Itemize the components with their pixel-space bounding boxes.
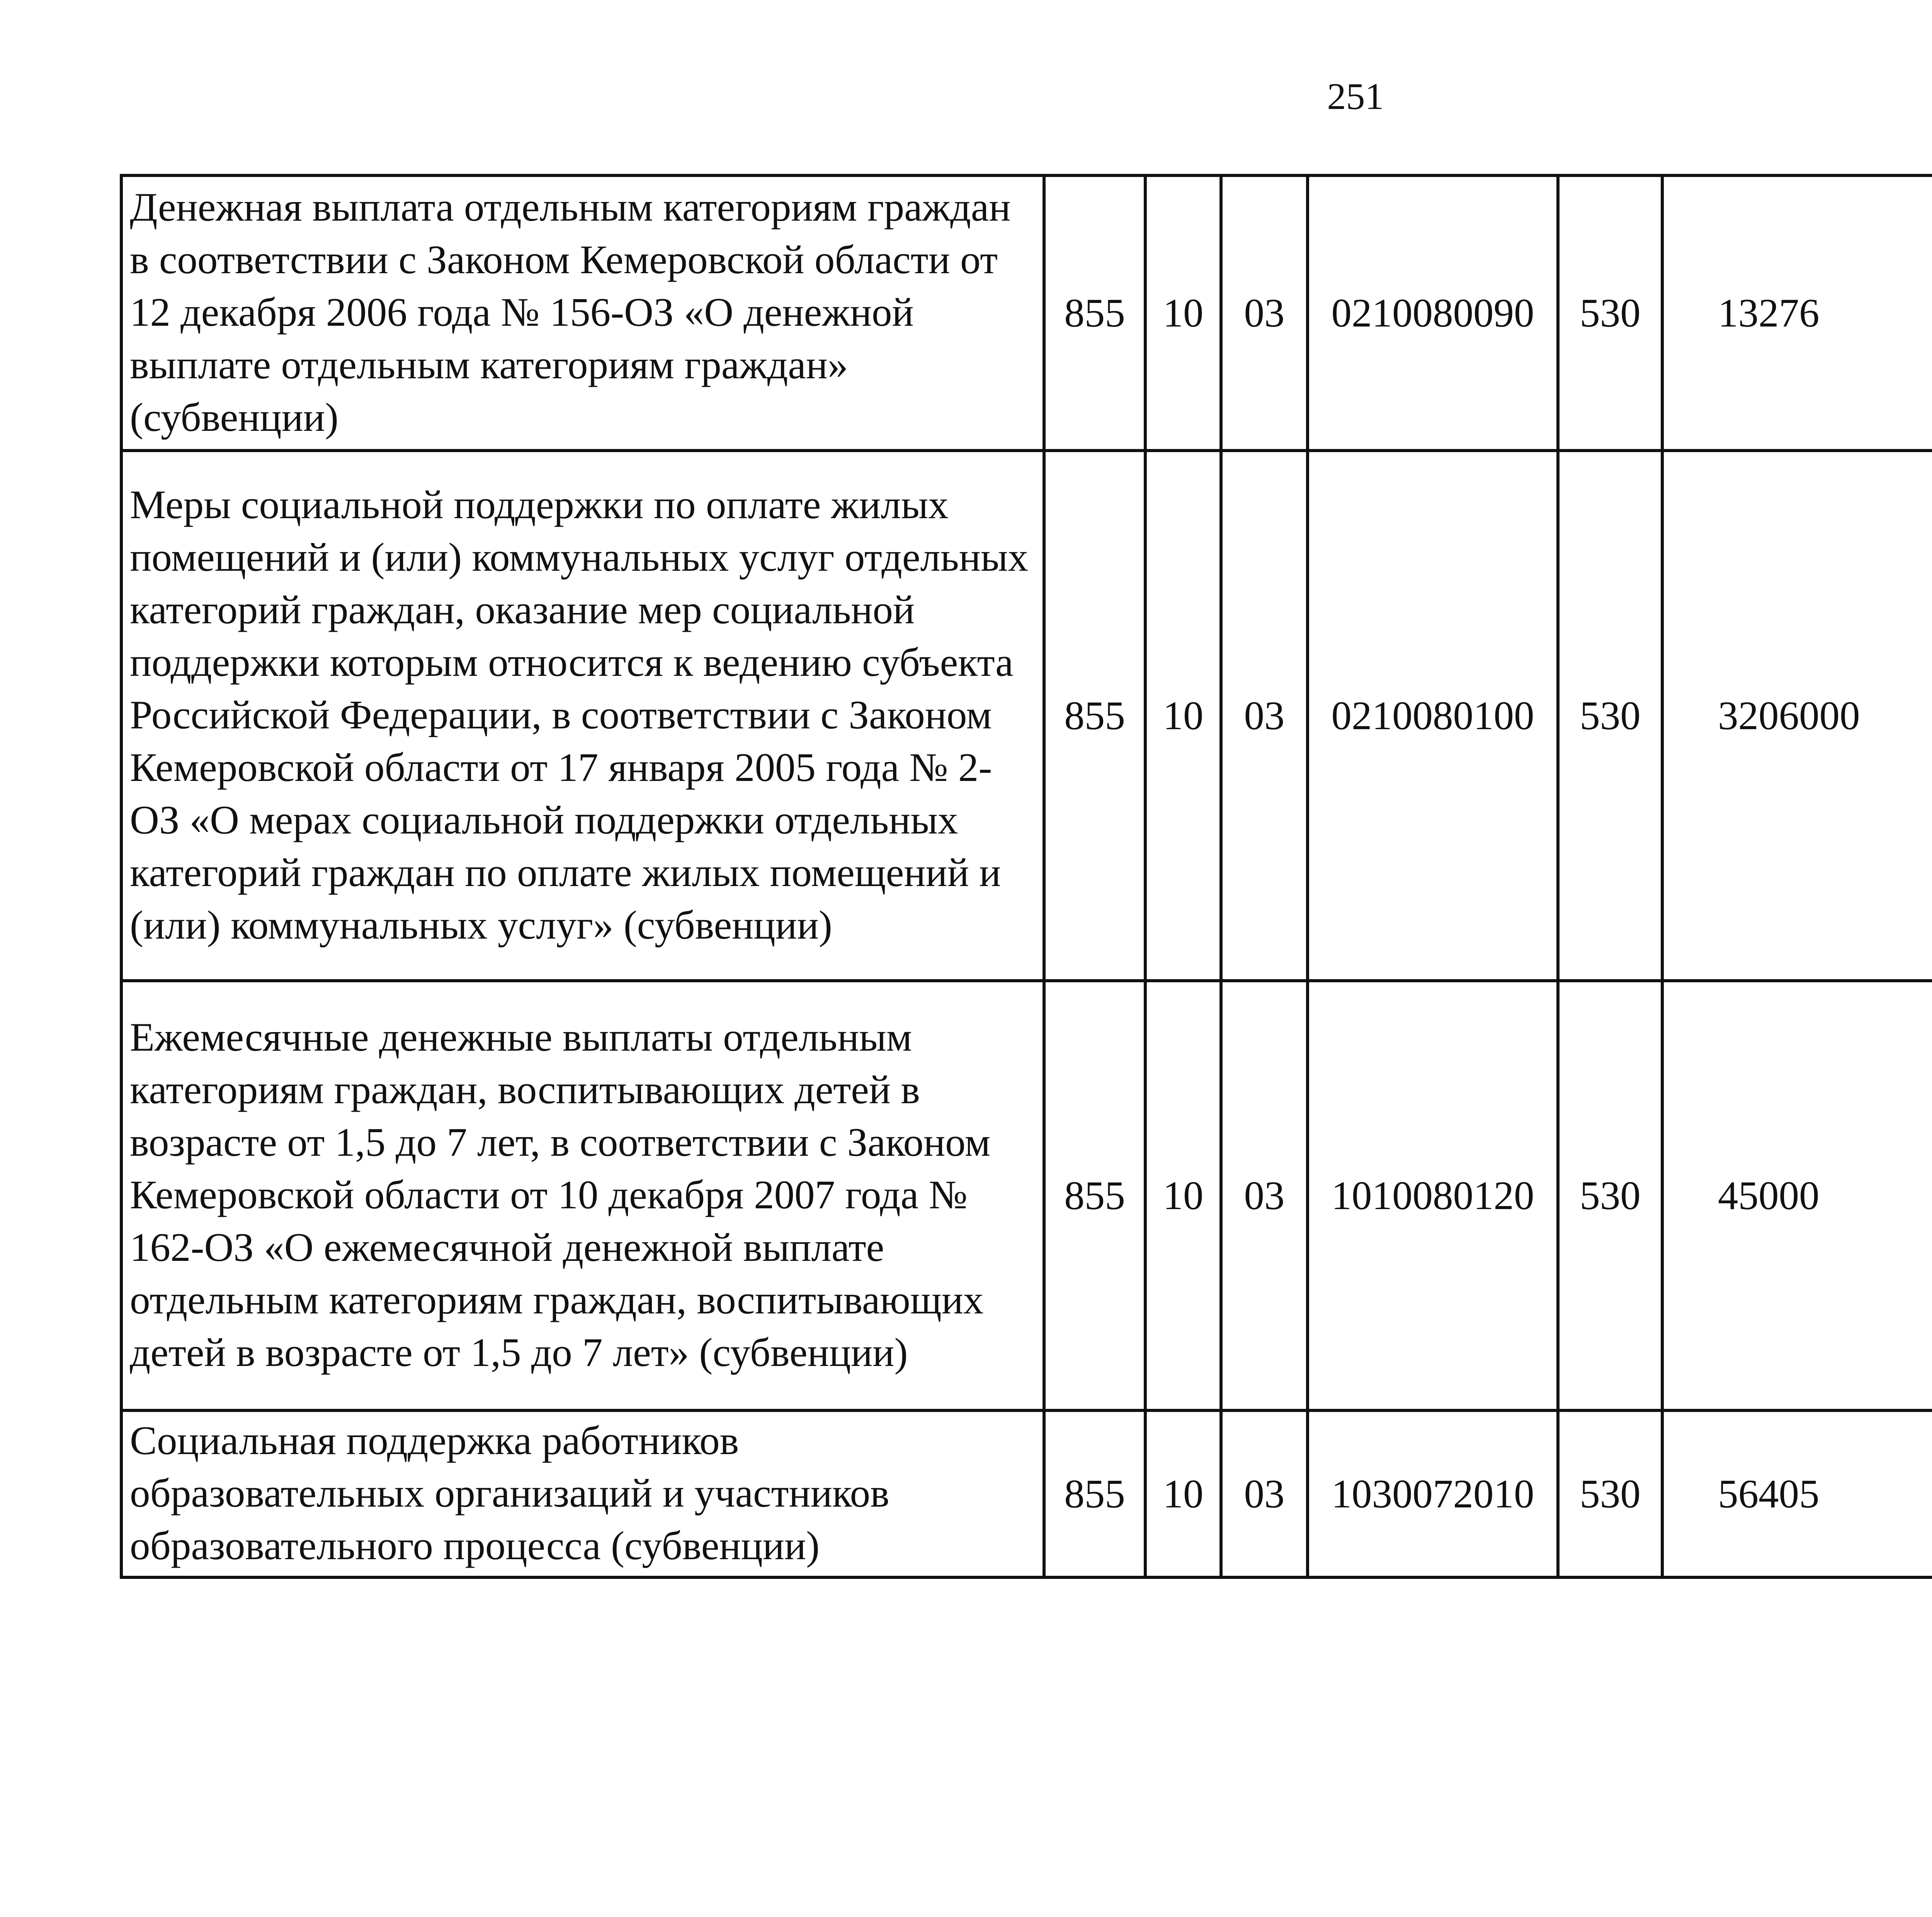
target-article-code: 1010080120: [1308, 981, 1558, 1410]
subsection-code: 03: [1221, 1410, 1308, 1577]
expense-type-code: 530: [1558, 981, 1662, 1410]
amount-year-1: 3206000: [1662, 451, 1932, 981]
ministry-code: 855: [1044, 981, 1145, 1410]
ministry-code: 855: [1044, 1410, 1145, 1577]
subsection-code: 03: [1221, 981, 1308, 1410]
target-article-code: 0210080090: [1308, 175, 1558, 451]
amount-year-1: 13276: [1662, 175, 1932, 451]
subsection-code: 03: [1221, 451, 1308, 981]
table-row: [121, 1410, 1932, 1577]
target-article-code: 1030072010: [1308, 1410, 1558, 1577]
section-code: 10: [1145, 981, 1221, 1410]
table-row: [121, 981, 1932, 1410]
row-description: Денежная выплата отдельным категориям граждан в соответствии с Законом Кемеровской области от 12 декабря 2006 года № 156-ОЗ «О денежной выплате отдельным категориям граждан» (субвенции): [121, 175, 1044, 451]
target-article-code: 0210080100: [1308, 451, 1558, 981]
expense-type-code: 530: [1558, 1410, 1662, 1577]
ministry-code: 855: [1044, 175, 1145, 451]
row-description: Социальная поддержка работников образовательных организаций и участников образовательного процесса (субвенции): [121, 1410, 1044, 1577]
ministry-code: 855: [1044, 451, 1145, 981]
row-description: Ежемесячные денежные выплаты отдельным категориям граждан, воспитывающих детей в возрасте от 1,5 до 7 лет, в соответствии с Законом Кемеровской области от 10 декабря 2007 года № 162-ОЗ «О ежемесячной денежной выплате отдельным категориям граждан, воспитывающих детей в возрасте от 1,5 до 7 лет» (субвенции): [121, 981, 1044, 1410]
subsection-code: 03: [1221, 175, 1308, 451]
section-code: 10: [1145, 451, 1221, 981]
section-code: 10: [1145, 1410, 1221, 1577]
row-description: Меры социальной поддержки по оплате жилых помещений и (или) коммунальных услуг отдельных категорий граждан, оказание мер социальной поддержки которым относится к ведению субъекта Российской Федерации, в соответствии с Законом Кемеровской области от 17 января 2005 года № 2-ОЗ «О мерах социальной поддержки отдельных категорий граждан по оплате жилых помещений и (или) коммунальных услуг» (субвенции): [121, 451, 1044, 981]
amount-year-1: 56405: [1662, 1410, 1932, 1577]
expense-type-code: 530: [1558, 451, 1662, 981]
table-row: [121, 451, 1932, 981]
page-number: 251: [1327, 76, 1384, 117]
amount-year-1: 45000: [1662, 981, 1932, 1410]
section-code: 10: [1145, 175, 1221, 451]
expense-type-code: 530: [1558, 175, 1662, 451]
budget-table: [120, 174, 1932, 1579]
table-row: [121, 175, 1932, 451]
